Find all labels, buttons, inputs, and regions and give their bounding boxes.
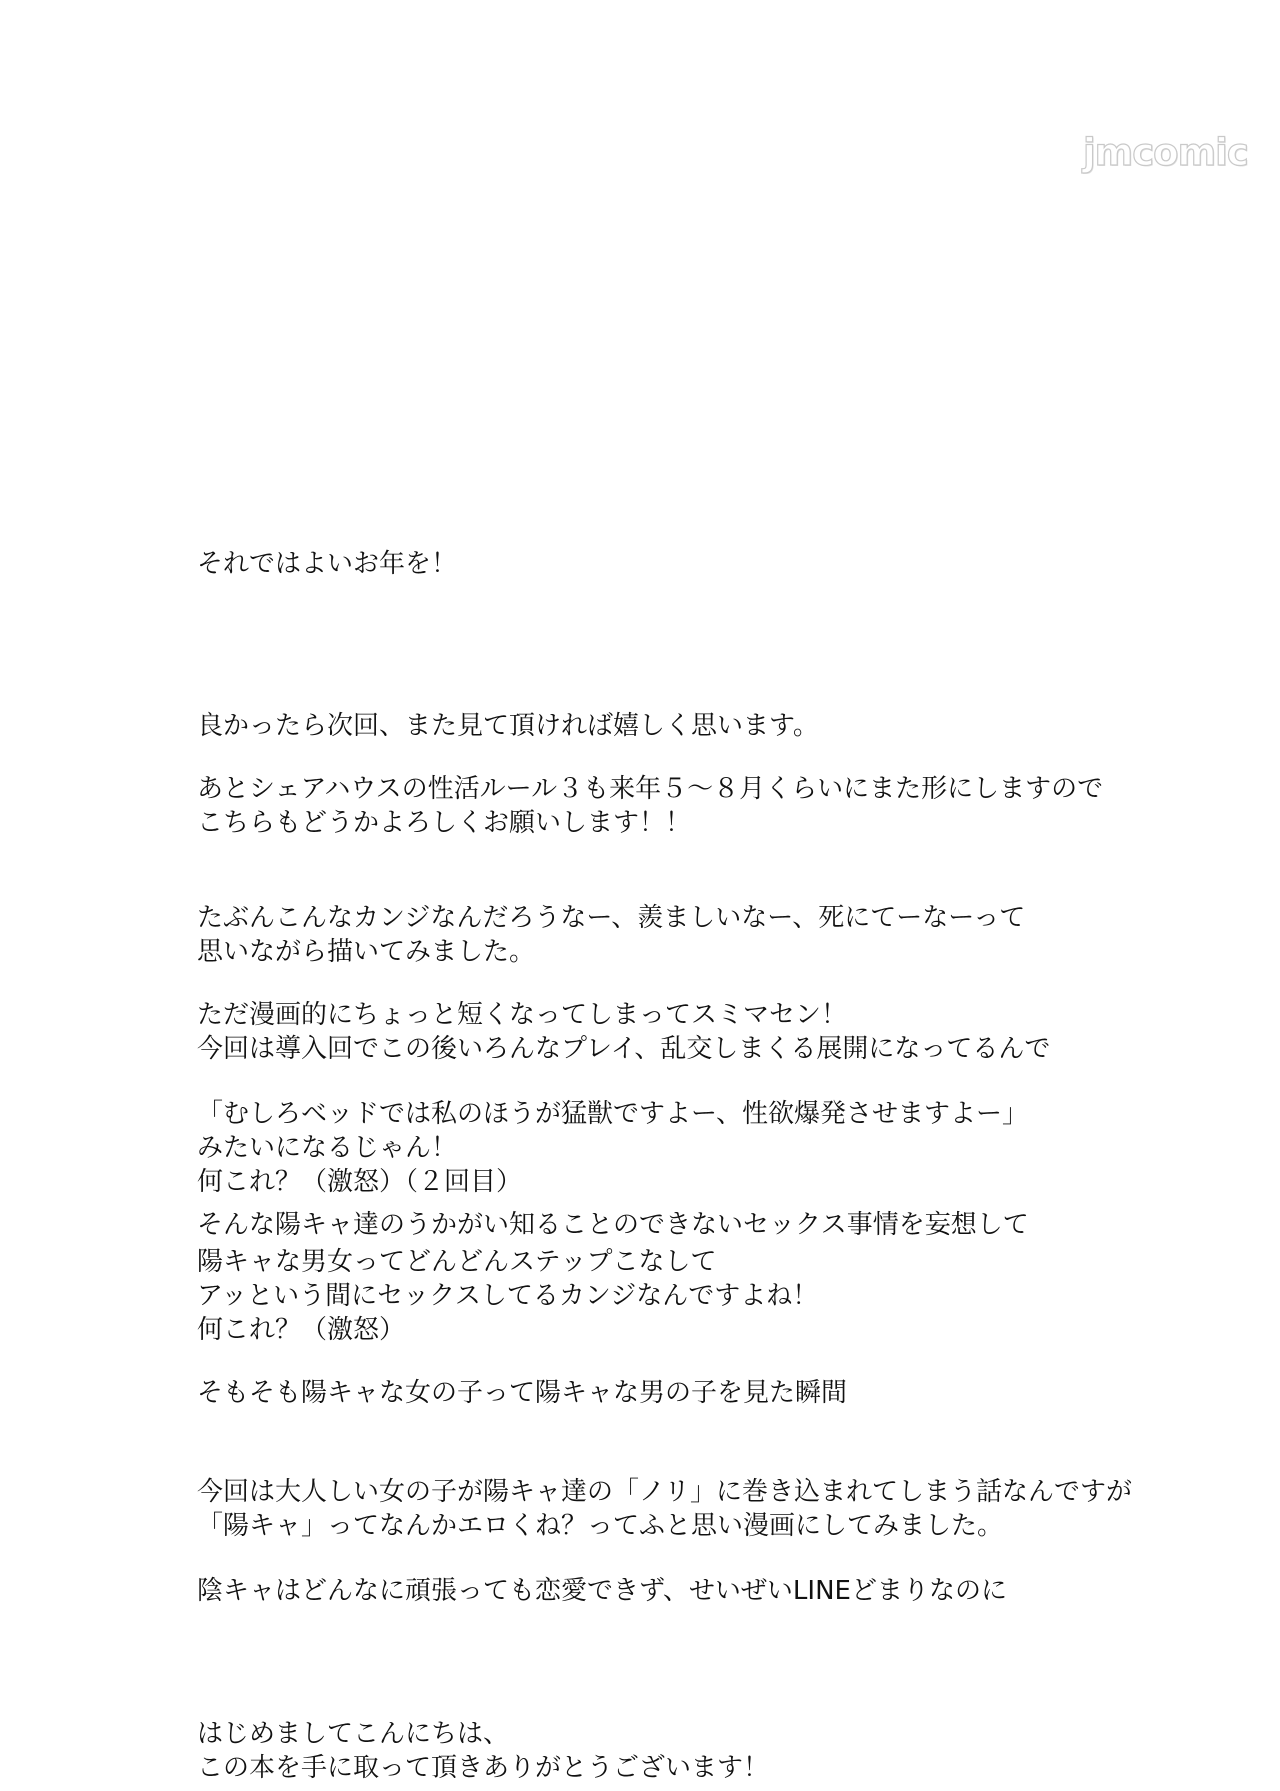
text-line: 「陽キャ」ってなんかエロくね？ってふと思い漫画にしてみました。 <box>197 1511 1004 1541</box>
text-line: あとシェアハウスの性活ルール３も来年５～８月くらいにまた形にしますので <box>197 774 1104 804</box>
text-line-clipped <box>197 1210 1029 1243</box>
text-line: この本を手に取って頂きありがとうございます！ <box>197 1753 770 1783</box>
text-line: はじめましてこんにちは、 <box>197 1719 510 1749</box>
text-line: そもそも陽キャな女の子って陽キャな男の子を見た瞬間 <box>197 1378 848 1408</box>
text-line: そんな陽キャ達のうかがい知ることのできないセックス事情を妄想して <box>197 1210 1029 1240</box>
text-line: 思いながら描いてみました。 <box>197 937 536 967</box>
text-line: 陽キャな男女ってどんどんステップこなして <box>197 1247 717 1277</box>
text-line: ただ漫画的にちょっと短くなってしまってスミマセン！ <box>197 1000 848 1030</box>
text-line: アッという間にセックスしてるカンジなんですよね！ <box>197 1281 819 1311</box>
text-line: 今回は導入回でこの後いろんなプレイ、乱交しまくる展開になってるんで <box>197 1034 1051 1064</box>
text-line: みたいになるじゃん！ <box>197 1133 458 1163</box>
text-line: 何これ？（激怒） <box>197 1315 406 1345</box>
text-line: 「むしろベッドでは私のほうが猛獣ですよー、性欲爆発させますよー」 <box>197 1099 1028 1129</box>
text-line: 何これ？（激怒）（２回目） <box>197 1167 523 1197</box>
text-line: たぶんこんなカンジなんだろうなー、羨ましいなー、死にてーなーって <box>197 903 1026 933</box>
text-line: 良かったら次回、また見て頂ければ嬉しく思います。 <box>197 711 819 741</box>
text-line: 陰キャはどんなに頑張っても恋愛できず、せいぜいLINEどまりなのに <box>197 1576 1007 1606</box>
text-line: 今回は大人しい女の子が陽キャ達の「ノリ」に巻き込まれてしまう話なんですが <box>197 1477 1132 1507</box>
text-line: こちらもどうかよろしくお願いします！！ <box>197 808 692 838</box>
watermark-logo: jmcomic <box>1083 131 1248 174</box>
text-line: それではよいお年を！ <box>197 549 458 579</box>
